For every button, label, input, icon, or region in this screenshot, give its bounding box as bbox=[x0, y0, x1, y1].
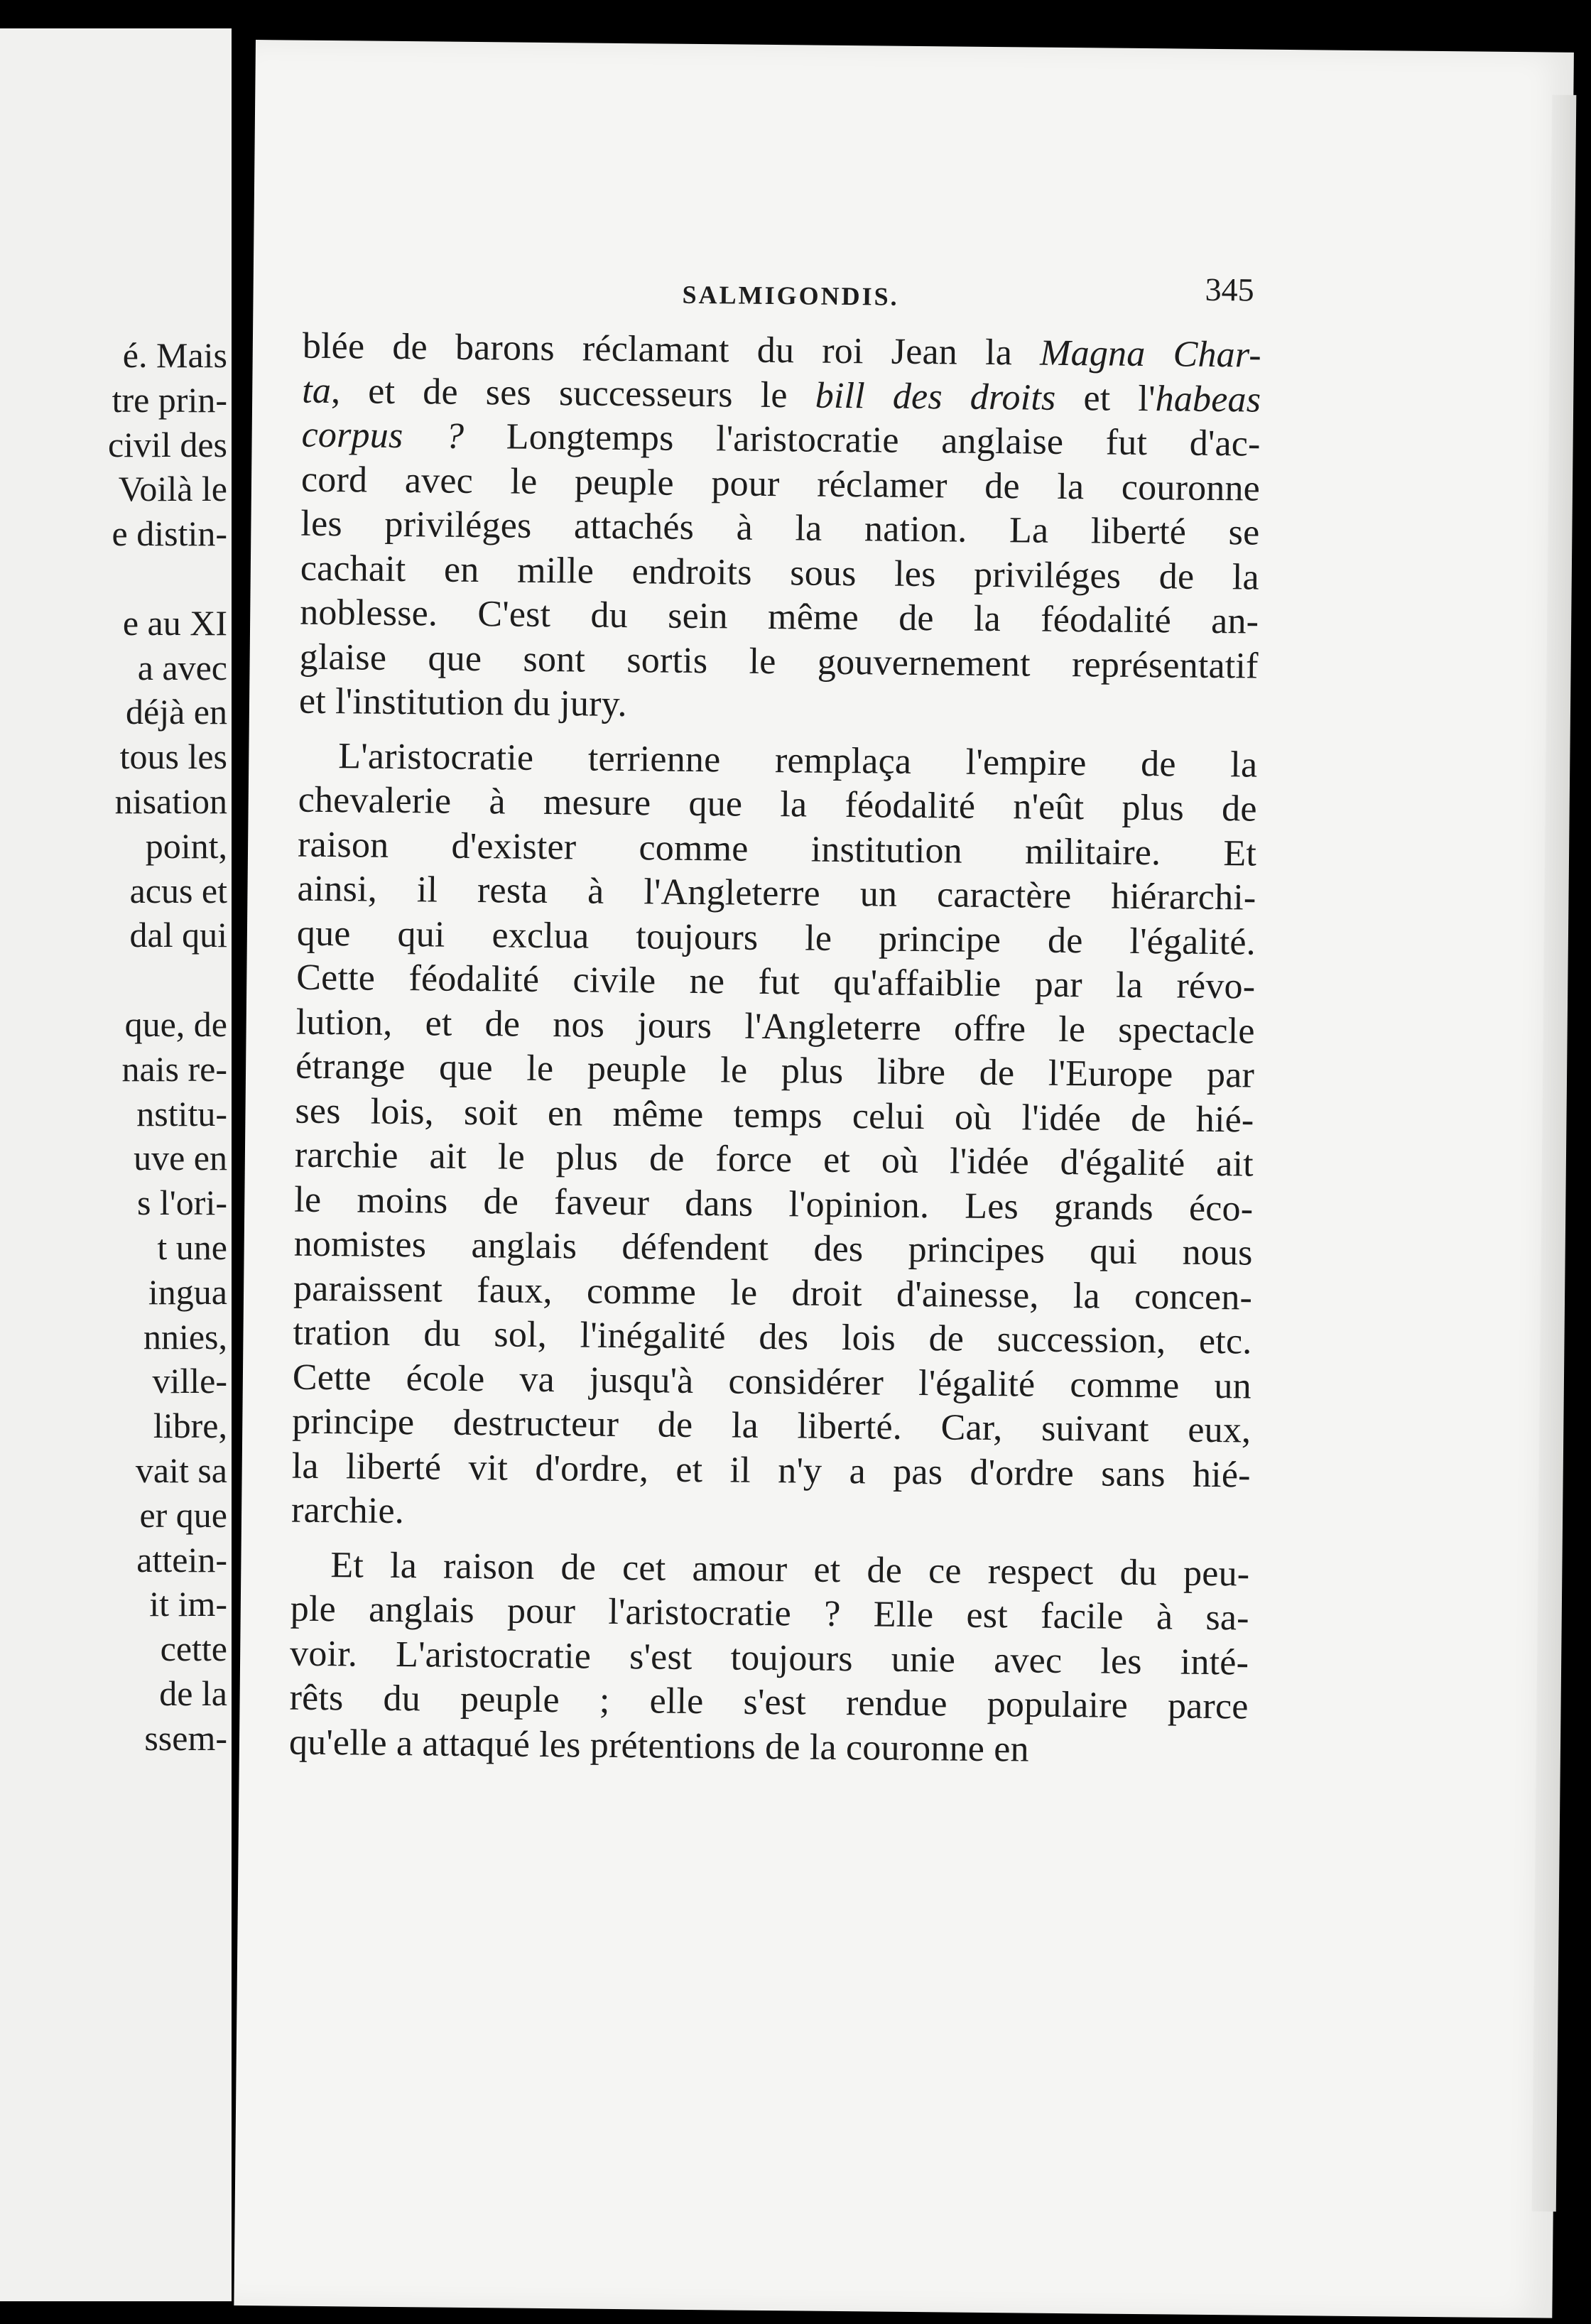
book-page bbox=[234, 40, 1574, 2318]
text-line bbox=[291, 1444, 1251, 1497]
text-line bbox=[299, 680, 1259, 733]
text-run: cord avec le peuple pour réclamer de la couronne bbox=[300, 459, 1261, 509]
italic-run: Magna Char- bbox=[1039, 332, 1262, 376]
facing-page-line: tre prin- bbox=[112, 379, 227, 420]
text-run: raison d'exister comme institution militaire. Et bbox=[297, 824, 1257, 874]
text-run: que qui exclua toujours le principe de l'égalité. bbox=[296, 913, 1256, 963]
text-run: rarchie ait le plus de force et où l'idée d'égalité ait bbox=[294, 1134, 1254, 1185]
text-run: , et de ses successeurs le bbox=[330, 370, 816, 416]
text-run: le moins de faveur dans l'opinion. Les grands éco- bbox=[294, 1179, 1254, 1229]
text-run: rarchie. bbox=[290, 1489, 405, 1532]
text-run: les priviléges attachés à la nation. La liberté se bbox=[300, 503, 1260, 553]
italic-run: habeas bbox=[1155, 378, 1261, 420]
facing-page-line: dal qui bbox=[129, 915, 227, 955]
page-edge bbox=[1532, 95, 1577, 2212]
facing-page-line: ssem- bbox=[144, 1717, 227, 1758]
facing-page-line: a avec bbox=[137, 647, 227, 688]
text-line bbox=[289, 1720, 1249, 1774]
text-run: Et la raison de cet amour et de ce respect du peu- bbox=[330, 1544, 1250, 1595]
text-run: ses lois, soit en même temps celui où l'idée de hié- bbox=[295, 1090, 1254, 1141]
facing-page-line: e distin- bbox=[112, 514, 227, 554]
running-title: SALMIGONDIS. bbox=[682, 280, 899, 311]
facing-page-line: uve en bbox=[134, 1138, 227, 1178]
facing-page-line: tous les bbox=[119, 737, 227, 777]
text-run: rêts du peuple ; elle s'est rendue populaire parce bbox=[289, 1677, 1249, 1727]
facing-page-line: Voilà le bbox=[118, 469, 227, 509]
facing-page-line: s l'ori- bbox=[136, 1183, 227, 1223]
text-run: ple anglais pour l'aristocratie ? Elle est facile à sa- bbox=[290, 1588, 1250, 1639]
text-run: lution, et de nos jours l'Angleterre offre le spectacle bbox=[295, 1001, 1255, 1052]
facing-page-line: er que bbox=[139, 1494, 227, 1535]
text-run: cachait en mille endroits sous les priviléges de la bbox=[300, 548, 1260, 598]
text-run: L'aristocratie terrienne remplaça l'empire de la bbox=[338, 735, 1258, 786]
facing-page-line: it im- bbox=[149, 1584, 227, 1624]
text-run: tration du sol, l'inégalité des lois de succession, etc. bbox=[293, 1312, 1252, 1362]
body-text bbox=[289, 325, 1261, 1774]
facing-page-line: libre, bbox=[153, 1406, 227, 1446]
text-run: Cette féodalité civile ne fut qu'affaiblie par la révo- bbox=[296, 957, 1256, 1007]
text-run: noblesse. C'est du sein même de la féodalité an- bbox=[299, 592, 1259, 642]
text-run: nomistes anglais défendent des principes qui nous bbox=[293, 1223, 1253, 1274]
text-run: Longtemps l'aristocratie anglaise fut d'ac- bbox=[463, 416, 1261, 465]
text-run: étrange que le peuple le plus libre de l'Europe par bbox=[295, 1046, 1255, 1096]
facing-page-line: nais re- bbox=[121, 1048, 227, 1089]
facing-page-line: que, de bbox=[124, 1004, 227, 1044]
text-run: ainsi, il resta à l'Angleterre un caractère hiérarchi- bbox=[297, 868, 1256, 918]
facing-page-line: e au XI bbox=[122, 602, 227, 643]
paragraph bbox=[291, 734, 1258, 1542]
text-run: glaise que sont sortis le gouvernement représentatif bbox=[299, 636, 1259, 687]
facing-page-text bbox=[0, 28, 227, 2301]
facing-page-line: nisation bbox=[114, 781, 227, 821]
text-run: paraissent faux, comme le droit d'ainesse, la concen- bbox=[293, 1268, 1253, 1318]
italic-run: ta bbox=[301, 370, 332, 411]
text-run: et l' bbox=[1055, 377, 1156, 419]
page-number: 345 bbox=[1205, 271, 1254, 308]
facing-page-line: de la bbox=[159, 1673, 227, 1713]
text-run: voir. L'aristocratie s'est toujours unie avec les inté- bbox=[289, 1633, 1249, 1683]
facing-page-line: attein- bbox=[136, 1539, 227, 1580]
facing-page-fragment bbox=[0, 28, 232, 2301]
text-run: principe destructeur de la liberté. Car, suivant eux, bbox=[292, 1401, 1251, 1451]
facing-page-line: ville- bbox=[152, 1361, 227, 1401]
text-run: et l'institution du jury. bbox=[298, 680, 627, 725]
facing-page-line: ingua bbox=[148, 1271, 227, 1312]
facing-page-line: déjà en bbox=[126, 692, 227, 732]
facing-page-line: civil des bbox=[107, 424, 227, 465]
italic-run: corpus ? bbox=[301, 414, 465, 457]
paragraph bbox=[299, 325, 1261, 733]
facing-page-line: cette bbox=[160, 1629, 227, 1669]
facing-page-line: nnies, bbox=[143, 1316, 227, 1357]
text-run: la liberté vit d'ordre, et il n'y a pas d'ordre sans hié- bbox=[291, 1445, 1251, 1496]
facing-page-line: point, bbox=[145, 825, 227, 866]
text-run: chevalerie à mesure que la féodalité n'eût plus de bbox=[298, 779, 1257, 830]
facing-page-line: é. Mais bbox=[122, 335, 227, 375]
paragraph bbox=[289, 1543, 1250, 1774]
text-run: blée de barons réclamant du roi Jean la bbox=[302, 325, 1041, 374]
facing-page-line: acus et bbox=[129, 870, 227, 911]
facing-page-line: vait sa bbox=[135, 1450, 227, 1490]
text-run: qu'elle a attaqué les prétentions de la couronne en bbox=[288, 1722, 1030, 1770]
italic-run: bill des droits bbox=[815, 375, 1056, 418]
text-run: Cette école va jusqu'à considérer l'égalité comme un bbox=[292, 1357, 1252, 1407]
facing-page-line: nstitu- bbox=[136, 1093, 227, 1134]
facing-page-line: t une bbox=[157, 1227, 227, 1267]
